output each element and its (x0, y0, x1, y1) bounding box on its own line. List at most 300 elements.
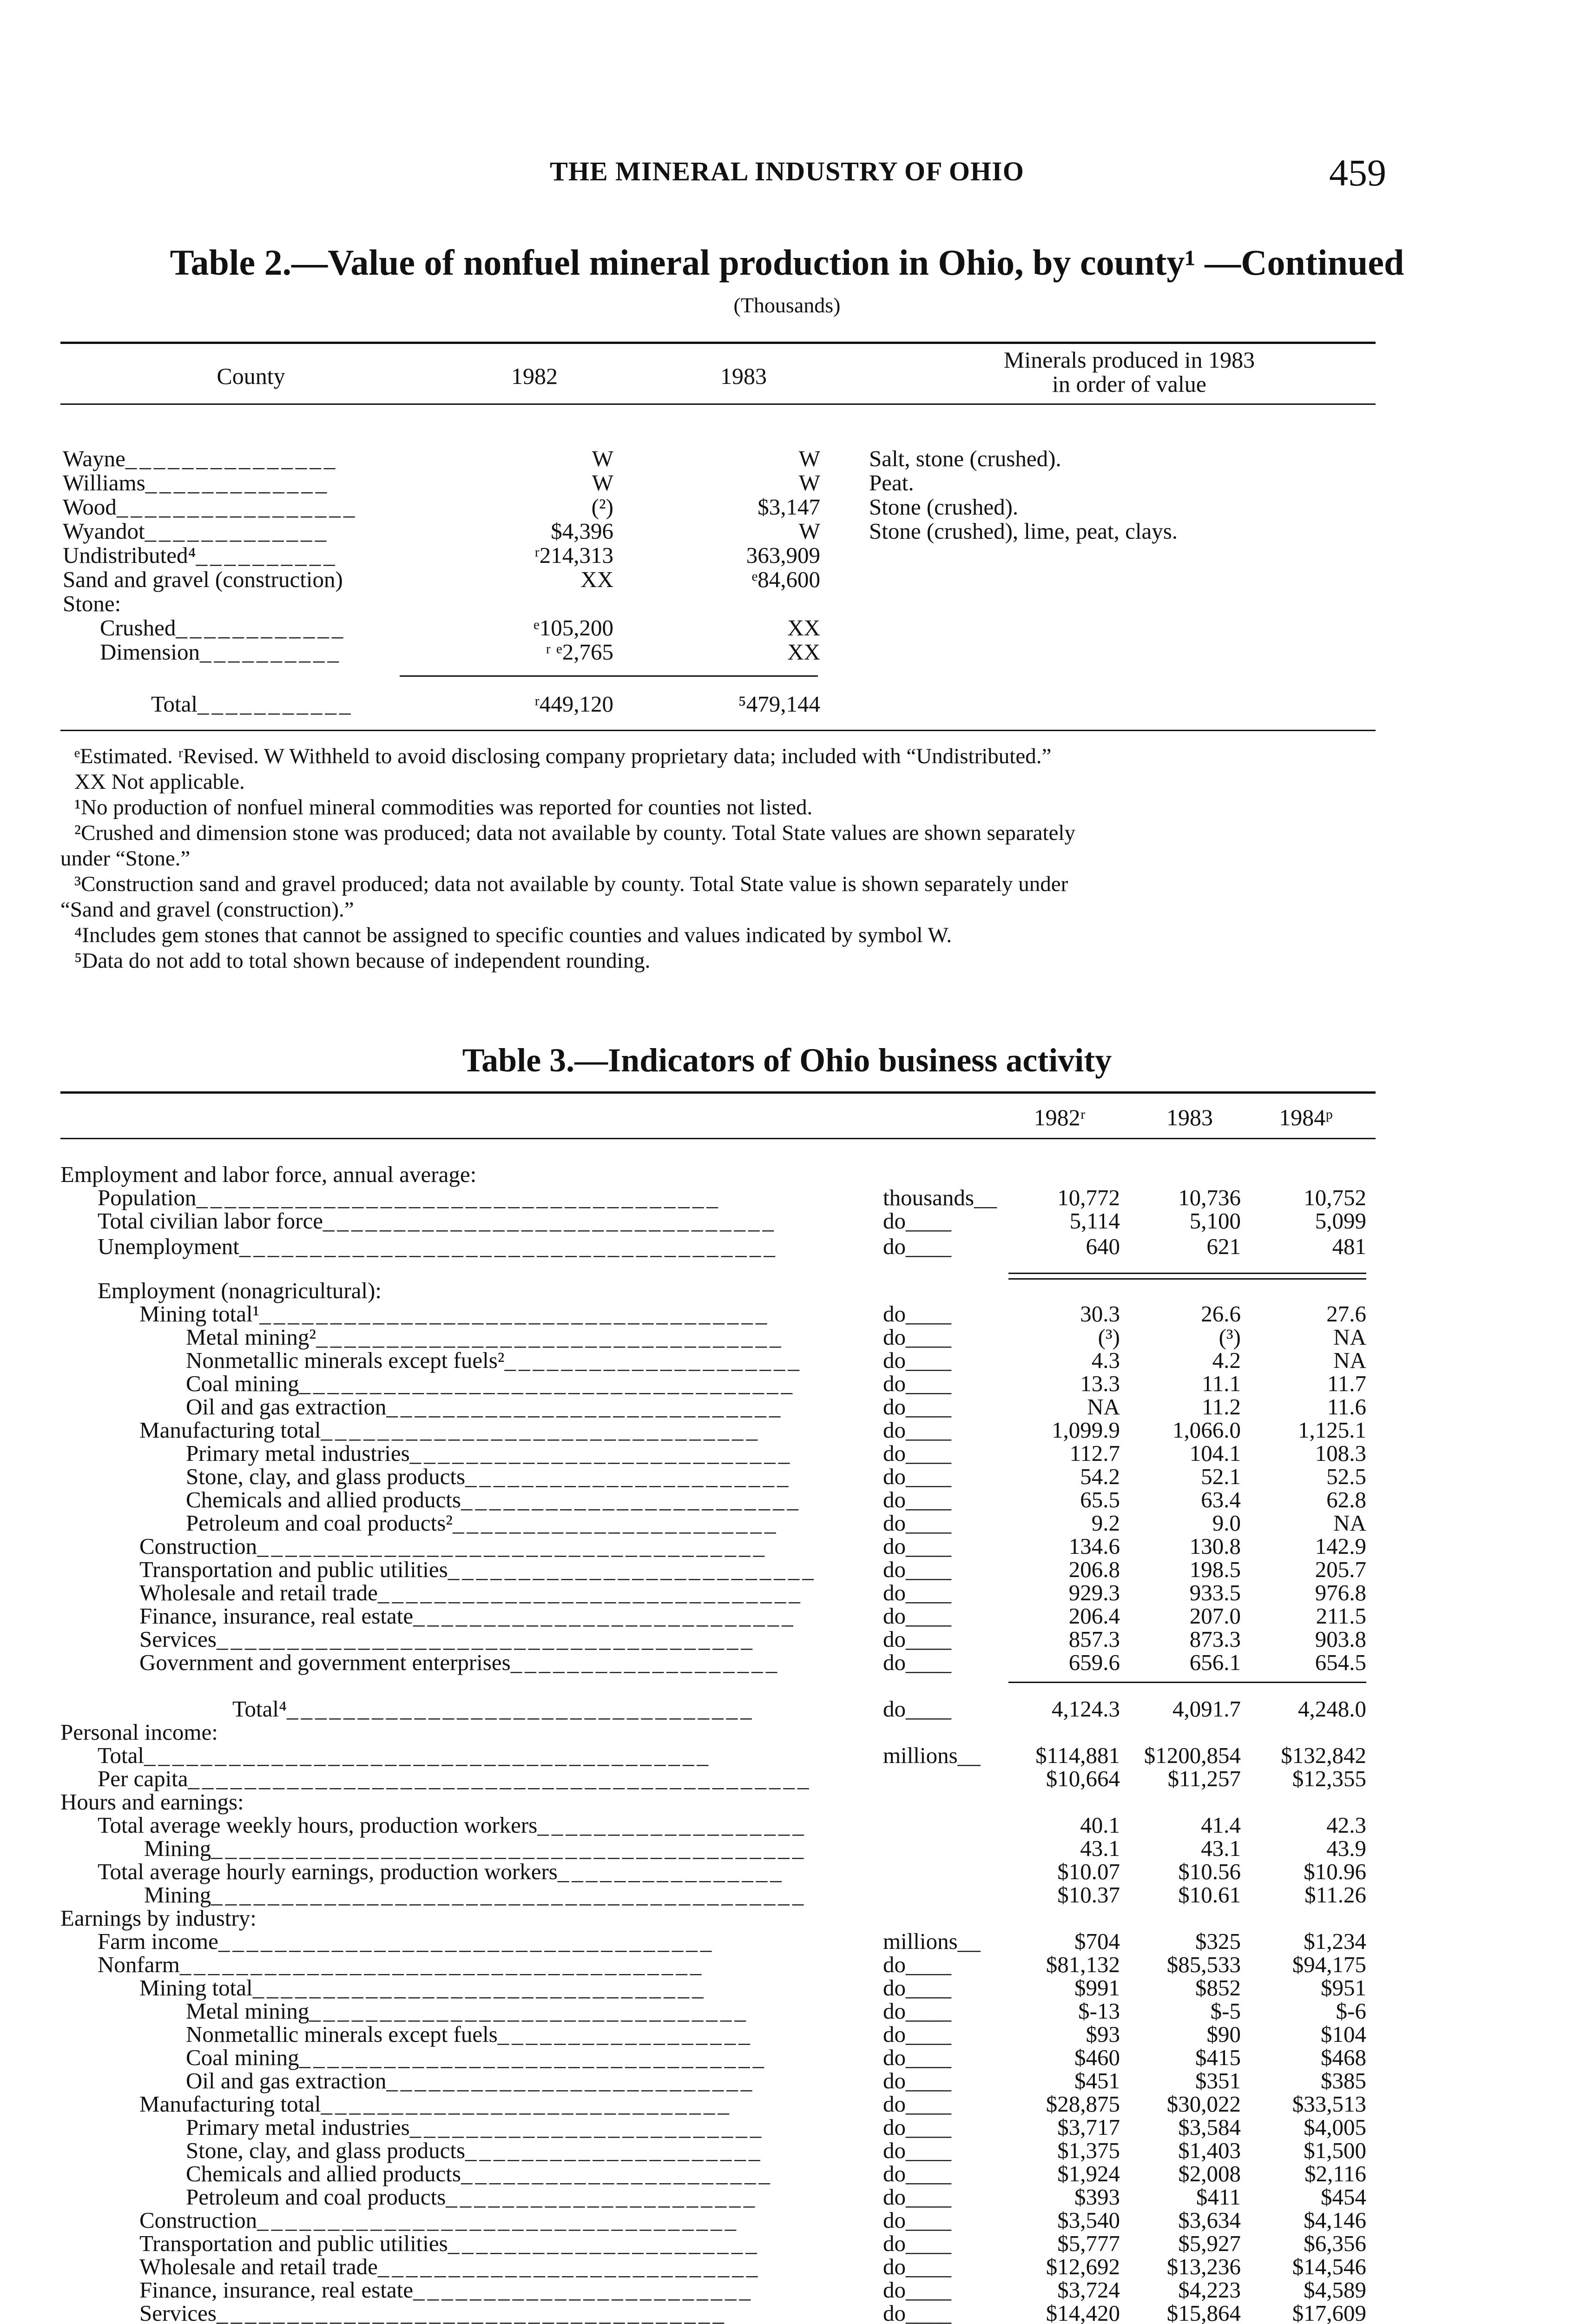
table3-row-label (98, 1278, 382, 1303)
table3-row-label (186, 1441, 792, 1466)
table2-row-label (100, 615, 346, 640)
table2-row (0, 519, 1574, 544)
table3-cell-1982: 4,124.3 (1052, 1696, 1120, 1722)
table2-row-leader: ___________ (198, 691, 354, 717)
table3-row-label-text: Services (139, 1626, 217, 1652)
table2-row (0, 640, 1574, 665)
table3-cell-1982: 54.2 (1080, 1464, 1120, 1489)
table2-row-label (63, 567, 343, 592)
table3-cell-1983: $10.61 (1178, 1882, 1241, 1908)
table3-cell-1983: $-5 (1210, 1998, 1241, 2024)
table3-row (0, 1580, 1574, 1605)
table2-cell-1983: W (798, 470, 820, 495)
table3-row-label-text: Primary metal industries (186, 1440, 410, 1466)
table2-row-label-text: Undistributed⁴ (63, 542, 196, 568)
table3-row-label-text: Mining (144, 1882, 211, 1908)
table3-cell-1984: 27.6 (1326, 1301, 1366, 1327)
table3-cell-1982: 1,099.9 (1052, 1417, 1120, 1443)
table3-cell-1984: NA (1333, 1347, 1366, 1373)
table3-cell-1982: $704 (1074, 1928, 1120, 1954)
table3-row-leader: _______________________ (452, 1510, 779, 1536)
table3-cell-1982: (³) (1098, 1324, 1120, 1350)
table2-row-label (151, 692, 354, 717)
table3-row (0, 1952, 1574, 1977)
table2-cell-minerals: Stone (crushed), lime, peat, clays. (869, 518, 1178, 544)
table3-cell-1983: 10,736 (1178, 1185, 1241, 1210)
table3-row-leader: ___________________________ (377, 2254, 761, 2279)
table3-row-unit: do____ (883, 2091, 951, 2117)
table3-row (0, 2161, 1574, 2186)
table3-cell-1982: 134.6 (1068, 1533, 1120, 1559)
table2-row-label-text: Wayne (63, 446, 125, 471)
table3-row-label (60, 1162, 476, 1187)
table3-cell-1983: 198.5 (1189, 1557, 1241, 1582)
table3-cell-1982: $3,540 (1057, 2207, 1120, 2233)
table3-cell-1983: 11.2 (1202, 1394, 1241, 1419)
table3-row-leader: ________________________ (413, 2277, 754, 2303)
table2-row-label (63, 470, 329, 495)
table2-cell-minerals: Salt, stone (crushed). (869, 446, 1061, 471)
table3-row (0, 1325, 1574, 1350)
table3-cell-1983: $1,403 (1178, 2138, 1241, 2163)
table2-cell-1983: $3,147 (757, 494, 820, 520)
table3-row-leader: __________________________ (386, 2068, 755, 2093)
table3-row-label (139, 1627, 755, 1652)
table3-row-label-text: Earnings by industry: (60, 1905, 257, 1931)
table3-row-label-text: Government and government enterprises (139, 1650, 511, 1675)
table3-cell-1984: 11.6 (1327, 1394, 1366, 1419)
table3-cell-1983: $1200,854 (1144, 1743, 1241, 1768)
table3-cell-1983: 621 (1206, 1234, 1241, 1259)
table3-row-leader: _______________________________ (309, 1998, 749, 2024)
table3-cell-1983: $325 (1195, 1928, 1241, 1954)
table3-row-leader: _____________________________________ (179, 1952, 705, 1977)
table3-cell-1982: 206.4 (1068, 1603, 1120, 1629)
table3-row (0, 1720, 1574, 1745)
table3-row (0, 2045, 1574, 2070)
table3-row-label (139, 2092, 732, 2117)
table2-row (0, 470, 1574, 495)
table3-row-leader: __________________________________________ (211, 1882, 807, 1908)
table3-row-label (186, 1487, 801, 1512)
table3-cell-1984: 5,099 (1315, 1208, 1366, 1234)
table3-row-leader: __________________________________________ (211, 1835, 807, 1861)
table3-row-label-text: Chemicals and allied products (186, 2161, 461, 2186)
table2-cell-1982: W (592, 470, 613, 495)
table3-col-1983: 1983 (1166, 1104, 1213, 1130)
table3-cell-1984: 4,248.0 (1298, 1696, 1366, 1722)
table3-row-unit: do____ (883, 2021, 951, 2047)
table3-row-unit: do____ (883, 1324, 951, 1350)
table3-col-1982: 1982ʳ (1034, 1104, 1086, 1130)
table3-row (0, 1882, 1574, 1908)
table3-row-label (139, 2208, 739, 2233)
table3-row-leader: ____________________________ (386, 1394, 784, 1419)
table3-cell-1983: 207.0 (1189, 1603, 1241, 1629)
table3-row (0, 1464, 1574, 1489)
table3-row-label (186, 1999, 749, 2024)
table3-cell-1983: $852 (1195, 1975, 1241, 2000)
table3-cell-1983: 656.1 (1189, 1650, 1241, 1675)
table2-row-label-text: Wood (63, 494, 117, 520)
table3-cell-1982: $10.07 (1057, 1859, 1120, 1884)
table2-row-leader: __________ (196, 542, 338, 568)
table2-footnote: ²Crushed and dimension stone was produced; data not available by county. Total State values are shown separately (74, 821, 1075, 845)
table3-row-label (139, 1580, 803, 1605)
table3-cell-1984: 481 (1332, 1234, 1366, 1259)
table3-row-leader: ______________________________ (377, 1580, 803, 1605)
table3-cell-1982: $5,777 (1057, 2231, 1120, 2256)
table3-cell-1984: $12,355 (1292, 1766, 1366, 1791)
table3-cell-1984: $4,146 (1304, 2207, 1366, 2233)
table3-row-label-text: Total average hourly earnings, production workers (98, 1859, 558, 1884)
table2-row-label-text: Stone: (63, 591, 121, 616)
table3-row-label-text: Finance, insurance, real estate (139, 1603, 414, 1629)
table3-cell-1982: 112.7 (1069, 1440, 1120, 1466)
table3-cell-1982: 857.3 (1068, 1626, 1120, 1652)
table3-row (0, 2092, 1574, 2117)
table3-row-label-text: Total civilian labor force (98, 1208, 323, 1234)
table3-row-label-text: Petroleum and coal products (186, 2184, 446, 2210)
table3-row-label (144, 1882, 806, 1908)
table3-row-label (186, 1348, 802, 1373)
table3-row (0, 1394, 1574, 1419)
table3-cell-1982: 65.5 (1080, 1487, 1120, 1512)
table3-row-label (139, 1650, 780, 1675)
table2-cell-1982: W (592, 446, 613, 471)
table3-row-label (186, 2185, 757, 2210)
table3-row-leader: ____________________________________ (257, 1533, 768, 1559)
table3-row-unit: thousands__ (883, 1185, 997, 1210)
table3-row-label (98, 1185, 721, 1210)
table3-cell-1984: $1,234 (1304, 1928, 1366, 1954)
table3-row-leader: ___________________________ (409, 1440, 793, 1466)
table2-footnote: ³Construction sand and gravel produced; data not available by county. Total State value is shown separately under (74, 872, 1068, 896)
table2-row-label-text: Wyandot (63, 518, 145, 544)
table3-row (0, 1534, 1574, 1559)
table3-cell-1982: 9.2 (1091, 1510, 1120, 1536)
table3-row-unit: do____ (883, 1998, 951, 2024)
table3-cell-1982: $93 (1086, 2021, 1120, 2047)
table2-row-leader: _________________ (116, 494, 358, 520)
table3-row-unit: do____ (883, 1650, 951, 1675)
table3-cell-1983: 43.1 (1201, 1835, 1241, 1861)
table3-row-unit: do____ (883, 2300, 951, 2324)
table3-cell-1982: $393 (1074, 2184, 1120, 2210)
table2-footnote: ¹No production of nonfuel mineral commodities was reported for counties not listed. (74, 795, 813, 819)
table3-cell-1984: 654.5 (1315, 1650, 1366, 1675)
table3-cell-1982: 659.6 (1068, 1650, 1120, 1675)
table3-row-leader: _____________________________ (321, 2091, 732, 2117)
running-title: THE MINERAL INDUSTRY OF OHIO (550, 156, 1024, 186)
table3-cell-1983: $411 (1196, 2184, 1241, 2210)
table3-row (0, 1975, 1574, 2000)
table3-cell-1984: $33,513 (1292, 2091, 1366, 2117)
table3-cell-1984: 11.7 (1327, 1371, 1366, 1396)
table3-row-label (60, 1789, 244, 1815)
table3-row-leader: ______________________ (446, 2184, 758, 2210)
table3-row (0, 1743, 1574, 1768)
table3-cell-1983: $10.56 (1178, 1859, 1241, 1884)
table2-row-label (63, 446, 338, 471)
table3-row-unit: do____ (883, 2231, 951, 2256)
table3-cell-1983: 1,066.0 (1172, 1417, 1241, 1443)
table3-cell-1984: 205.7 (1315, 1557, 1366, 1582)
table3-row-label (144, 1836, 806, 1861)
table3-row-leader: _____________________ (504, 1347, 802, 1373)
table3-row-label (186, 2045, 767, 2070)
table3-unemployment-rule-2 (1008, 1278, 1366, 1280)
table3-row-label-text: Unemployment (98, 1234, 239, 1259)
table3-row-unit: do____ (883, 2184, 951, 2210)
table3-row-label (98, 1234, 778, 1259)
table3-row (0, 1371, 1574, 1396)
table3-cell-1983: 4,091.7 (1172, 1696, 1241, 1722)
table3-cell-1983: 11.1 (1202, 1371, 1241, 1396)
table3-cell-1984: 62.8 (1326, 1487, 1366, 1512)
table3-total-rule (1008, 1682, 1366, 1683)
table2-cell-1983: 363,909 (746, 542, 820, 568)
table3-row (0, 2115, 1574, 2140)
table3-row-unit: do____ (883, 1394, 951, 1419)
table3-cell-1983: 26.6 (1201, 1301, 1241, 1327)
table3-row-label (98, 1929, 714, 1954)
table2-row (0, 567, 1574, 592)
table3-cell-1983: $4,223 (1178, 2277, 1241, 2303)
table3-cell-1984: $454 (1321, 2184, 1366, 2210)
table3-cell-1982: 13.3 (1080, 1371, 1120, 1396)
table3-cell-1982: 4.3 (1091, 1347, 1120, 1373)
table3-cell-1982: $991 (1074, 1975, 1120, 2000)
table2-cell-1983: ⁵479,144 (738, 691, 820, 717)
table3-cell-1983: $85,533 (1166, 1952, 1241, 1977)
table3-row-unit: millions__ (883, 1743, 981, 1768)
table3-row (0, 2301, 1574, 2324)
table3-cell-1982: 30.3 (1080, 1301, 1120, 1327)
table3-cell-1982: $460 (1074, 2045, 1120, 2070)
table3-cell-1983: $11,257 (1167, 1766, 1241, 1791)
table3-cell-1983: (³) (1218, 1324, 1241, 1350)
table3-row-unit: do____ (883, 1301, 951, 1327)
table3-cell-1983: 5,100 (1189, 1208, 1241, 1234)
table3-row-label-text: Manufacturing total (139, 2091, 321, 2117)
table2-row-label-text: Williams (63, 470, 145, 495)
table2-cell-1982: ʳ214,313 (534, 542, 613, 568)
table3-row-leader: ____________________________________ (259, 1301, 770, 1327)
table3-row-leader: __________________ (497, 2021, 753, 2047)
table3-cell-1982: $81,132 (1046, 1952, 1120, 1977)
page-number: 459 (1329, 152, 1386, 194)
table2-row-label-text: Dimension (100, 639, 200, 665)
table3-row-label-text: Population (98, 1185, 197, 1210)
table3-cell-1982: $-13 (1078, 1998, 1120, 2024)
table3-cell-1982: 40.1 (1080, 1812, 1120, 1838)
table3-cell-1983: $351 (1195, 2068, 1241, 2093)
table3-row-leader: ________________________ (461, 1487, 801, 1512)
table3-row-label (139, 2254, 760, 2279)
table3-row-label (186, 1511, 778, 1536)
table3-row-label (139, 1604, 796, 1629)
table2-cell-1982: (²) (591, 494, 613, 520)
table3-row-label-text: Hours and earnings: (60, 1789, 244, 1815)
table3-cell-1984: $4,005 (1304, 2114, 1366, 2140)
table3-cell-1983: 933.5 (1189, 1580, 1241, 1605)
table3-row-leader: _____________________________________ (196, 1185, 721, 1210)
table3-row-label-text: Stone, clay, and glass products (186, 2138, 466, 2163)
table3-row (0, 1208, 1574, 1234)
table2-col-1983: 1983 (720, 363, 767, 389)
table3-row-label-text: Personal income: (60, 1719, 218, 1745)
table3-row-label (186, 2115, 764, 2140)
table3-title: Table 3.—Indicators of Ohio business activity (462, 1042, 1112, 1079)
table3-row-unit: millions__ (883, 1928, 981, 1954)
table3-row-leader: _________________________________ (287, 1696, 755, 1722)
table3-row-label-text: Mining total (139, 1975, 253, 2000)
table2-row-label (63, 495, 357, 520)
table2-footnote: ᵉEstimated. ʳRevised. W Withheld to avoid disclosing company proprietary data; included with “Undistributed.” (74, 744, 1052, 768)
table3-row-unit: do____ (883, 1626, 951, 1652)
table3-row-leader: ___________________________________ (299, 1371, 796, 1396)
table2-cell-1983: W (798, 446, 820, 471)
table2-footnote: ⁵Data do not add to total shown because of independent rounding. (74, 949, 651, 973)
table3-top-rule (60, 1091, 1376, 1094)
table3-row-label (186, 1394, 783, 1419)
table3-cell-1982: $28,875 (1046, 2091, 1120, 2117)
table3-row-leader: ___________________________________ (218, 1928, 715, 1954)
table3-row-leader: _________________________________ (299, 2045, 767, 2070)
table3-cell-1982: 43.1 (1080, 1835, 1120, 1861)
table3-row (0, 1162, 1574, 1187)
table3-row-label (139, 1418, 760, 1443)
table3-row-label (186, 1325, 784, 1350)
table3-row (0, 2185, 1574, 2210)
table3-cell-1982: 5,114 (1069, 1208, 1120, 1234)
table2-row-leader: _____________ (145, 470, 330, 495)
table3-row-unit: do____ (883, 1696, 951, 1722)
table3-row-label-text: Total average weekly hours, production workers (98, 1812, 538, 1838)
table3-row-label-text: Nonfarm (98, 1952, 180, 1977)
table3-row (0, 1557, 1574, 1582)
table3-cell-1983: 9.0 (1212, 1510, 1241, 1536)
table3-cell-1982: $1,375 (1057, 2138, 1120, 2163)
table3-row-unit: do____ (883, 1347, 951, 1373)
table3-row-leader: ______________________________________ (217, 1626, 755, 1652)
table3-row (0, 1301, 1574, 1327)
table3-row (0, 1650, 1574, 1675)
table3-row-unit: do____ (883, 1975, 951, 2000)
table3-cell-1983: $13,236 (1166, 2254, 1241, 2279)
table3-cell-1982: $3,724 (1057, 2277, 1120, 2303)
table3-cell-1983: $15,864 (1166, 2300, 1241, 2324)
table3-cell-1984: $14,546 (1292, 2254, 1366, 2279)
table3-row-leader: ________________ (557, 1859, 784, 1884)
table3-row-leader: _________________________________ (316, 1324, 784, 1350)
table3-row-label (98, 1952, 704, 1977)
table3-cell-1983: $3,634 (1178, 2207, 1241, 2233)
table3-cell-1984: 976.8 (1315, 1580, 1366, 1605)
table2-row-leader: __________ (200, 639, 342, 665)
table3-row (0, 1929, 1574, 1954)
table2-row-label (63, 591, 121, 616)
table3-row-label (139, 2301, 727, 2324)
table3-row-label-text: Finance, insurance, real estate (139, 2277, 414, 2303)
table3-cell-1982: NA (1087, 1394, 1120, 1419)
table3-row-label (98, 1208, 777, 1234)
table3-row-leader: __________________________ (448, 1557, 817, 1582)
table3-row-leader: ______________________________________ (239, 1234, 778, 1259)
table3-row-unit: do____ (883, 2277, 951, 2303)
table2-row-leader: _____________ (145, 518, 329, 544)
table3-cell-1983: 4.2 (1212, 1347, 1241, 1373)
table2-footnote: “Sand and gravel (construction).” (60, 898, 354, 922)
table3-row-label-text: Nonmetallic minerals except fuels² (186, 1347, 505, 1373)
table3-row-unit: do____ (883, 1952, 951, 1977)
table3-cell-1982: 640 (1086, 1234, 1120, 1259)
table2-cell-1982: ʳ ᵉ2,765 (546, 639, 613, 665)
table3-cell-1984: $10.96 (1304, 1859, 1366, 1884)
table3-row (0, 1859, 1574, 1884)
table2-cell-1983: XX (787, 639, 820, 665)
table3-col-1984: 1984ᵖ (1279, 1104, 1333, 1130)
table2-col-minerals-line1: Minerals produced in 1983 (1003, 347, 1255, 373)
table3-row-label-text: Metal mining² (186, 1324, 316, 1350)
table3-row (0, 1836, 1574, 1861)
table3-row-label (186, 2161, 773, 2186)
table3-row-unit: do____ (883, 1440, 951, 1466)
table2-row-label (63, 543, 338, 568)
table2-row-label (100, 640, 342, 665)
table3-cell-1984: 108.3 (1315, 1440, 1366, 1466)
table3-cell-1984: $-6 (1336, 1998, 1366, 2024)
table3-row-label (139, 1301, 770, 1327)
table3-row-label-text: Employment and labor force, annual average: (60, 1162, 477, 1187)
table3-cell-1982: $10,664 (1046, 1766, 1120, 1791)
table3-row-unit: do____ (883, 2068, 951, 2093)
table3-row-label-text: Oil and gas extraction (186, 2068, 387, 2093)
table3-row-label (139, 1557, 817, 1582)
table3-row-label-text: Wholesale and retail trade (139, 1580, 378, 1605)
table3-row (0, 2278, 1574, 2303)
table3-cell-1984: 142.9 (1315, 1533, 1366, 1559)
table2-footnote: XX Not applicable. (74, 770, 245, 794)
table3-cell-1982: 929.3 (1068, 1580, 1120, 1605)
table3-row-unit: do____ (883, 2207, 951, 2233)
table3-row-leader: ___________________ (510, 1650, 780, 1675)
table3-row-unit: do____ (883, 2138, 951, 2163)
table3-row-label (98, 1859, 784, 1884)
table3-row (0, 1766, 1574, 1791)
table3-row-unit: do____ (883, 1417, 951, 1443)
table3-cell-1982: $14,420 (1046, 2300, 1120, 2324)
table3-row-unit: do____ (883, 1603, 951, 1629)
table3-row-label (186, 2068, 755, 2093)
table3-row-unit: do____ (883, 1234, 951, 1259)
table3-cell-1983: 63.4 (1201, 1487, 1241, 1512)
table3-unemployment-rule (1008, 1273, 1366, 1274)
table3-row-unit: do____ (883, 1510, 951, 1536)
table3-header-rule (60, 1138, 1376, 1139)
table2-col-1982: 1982 (511, 363, 558, 389)
table2-row (0, 591, 1574, 616)
table3-row-label-text: Oil and gas extraction (186, 1394, 387, 1419)
table3-row (0, 2254, 1574, 2279)
table2-footnote: ⁴Includes gem stones that cannot be assigned to specific counties and values indicated by symbol W. (74, 923, 952, 947)
table3-row-label-text: Mining (144, 1835, 211, 1861)
table3-cell-1984: $11.26 (1304, 1882, 1366, 1908)
table3-row-label (98, 1813, 807, 1838)
table3-cell-1982: 10,772 (1057, 1185, 1120, 1210)
table3-cell-1984: 903.8 (1315, 1626, 1366, 1652)
